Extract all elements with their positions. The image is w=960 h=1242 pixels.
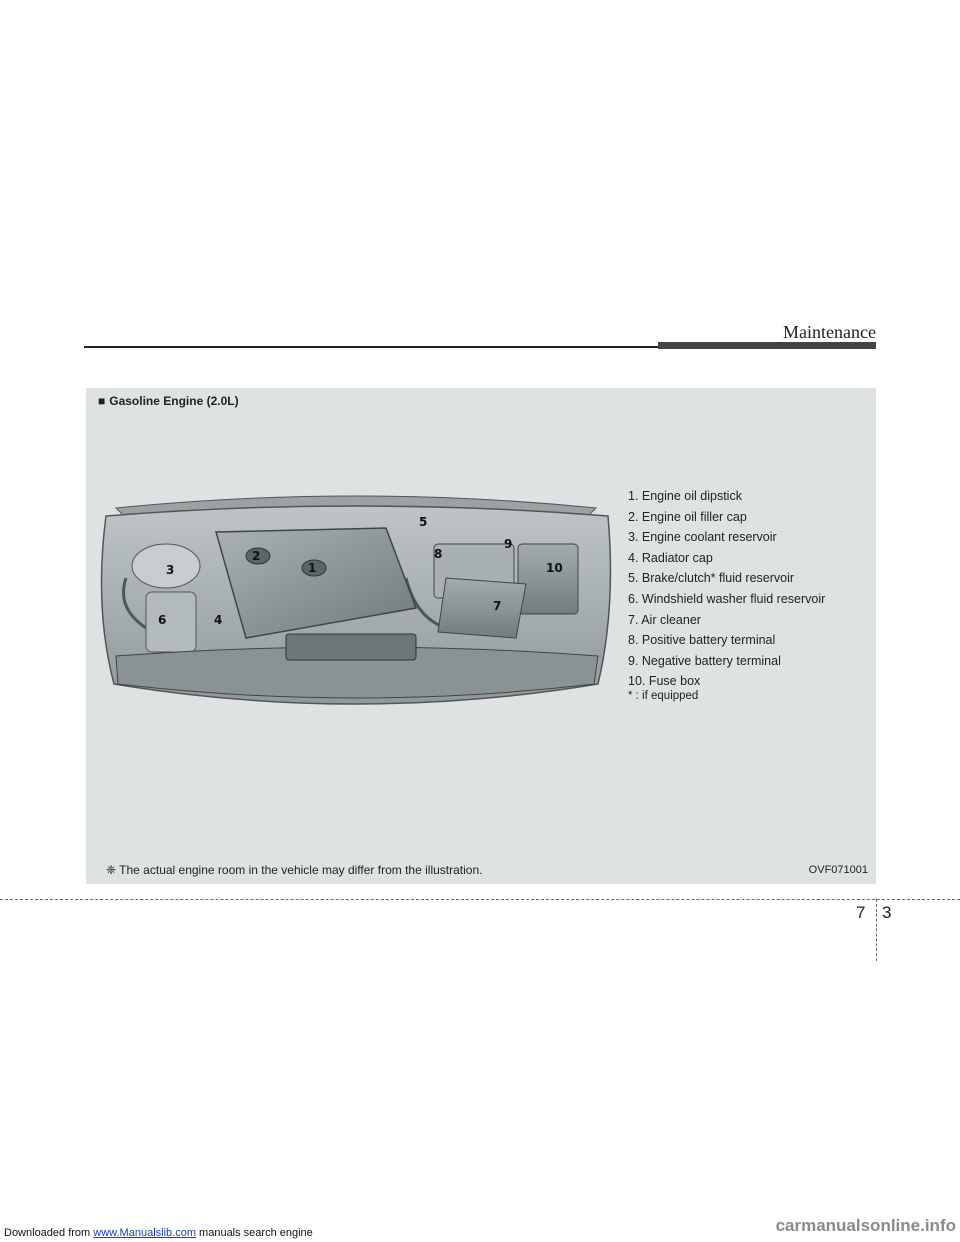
callout-5: 5 [419, 515, 428, 529]
title-square-marker: ■ [98, 394, 106, 408]
callout-2: 2 [252, 549, 261, 563]
callout-4: 4 [214, 613, 223, 627]
legend-item: 2. Engine oil filler cap [628, 509, 747, 524]
callout-1: 1 [308, 561, 317, 575]
air-cleaner [438, 578, 526, 638]
watermark: carmanualsonline.info [775, 1216, 956, 1235]
figure-title [98, 394, 239, 408]
download-prefix: Downloaded from [4, 1227, 91, 1239]
figure-title-text: Gasoline Engine (2.0L) [109, 394, 239, 408]
callout-8: 8 [434, 547, 443, 561]
page-chapter: 7 [856, 903, 866, 922]
legend-item: 8. Positive battery terminal [628, 633, 776, 648]
legend-item: 9. Negative battery terminal [628, 653, 781, 668]
figure-code: OVF071001 [808, 864, 868, 876]
download-suffix: manuals search engine [199, 1227, 313, 1239]
washer-reservoir [146, 592, 196, 652]
legend-note: * : if equipped [628, 689, 699, 702]
page-number: 3 [882, 903, 892, 922]
legend-item: 6. Windshield washer fluid reservoir [628, 591, 826, 606]
callout-3: 3 [166, 563, 175, 577]
legend-item: 1. Engine oil dipstick [628, 489, 742, 503]
legend-item: 3. Engine coolant reservoir [628, 530, 777, 545]
legend-item: 10. Fuse box [628, 674, 701, 689]
callout-7: 7 [493, 599, 502, 613]
footer-rule-dashed [0, 899, 960, 900]
legend-list [628, 486, 868, 702]
legend-item: 7. Air cleaner [628, 612, 701, 627]
callout-6: 6 [158, 613, 167, 627]
fuse-box [518, 544, 578, 614]
engine-illustration [86, 488, 626, 738]
figure-disclaimer: ❈ The actual engine room in the vehicle may differ from the illustration. [106, 863, 483, 877]
footer-rule-vertical [876, 899, 877, 961]
legend-item: 4. Radiator cap [628, 550, 713, 565]
callout-9: 9 [504, 537, 513, 551]
header-rule-thick [658, 342, 876, 349]
manualslib-link[interactable]: www.Manualslib.com [93, 1227, 196, 1239]
figure-panel [86, 388, 876, 884]
callout-10: 10 [546, 561, 563, 575]
legend-item: 5. Brake/clutch* fluid reservoir [628, 571, 795, 586]
section-title: Maintenance [783, 322, 876, 342]
intake-duct [286, 634, 416, 660]
